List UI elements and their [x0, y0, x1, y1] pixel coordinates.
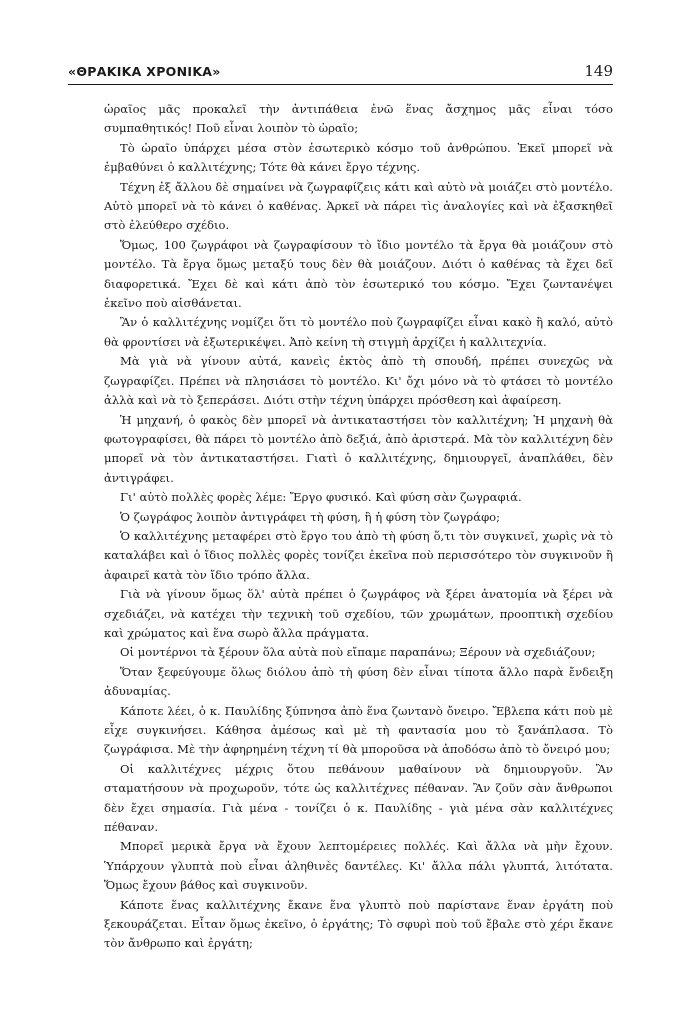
- paragraph: Οἱ μοντέρνοι τὰ ξέρουν ὅλα αὐτὰ ποὺ εἴπαμε παραπάνω; Ξέρουν νὰ σχεδιάζουν;: [120, 645, 596, 660]
- journal-title: «ΘΡΑΚΙΚΑ ΧΡΟΝΙΚΑ»: [68, 64, 221, 79]
- paragraph: Γι' αὐτὸ πολλὲς φορὲς λέμε: Ἔργο φυσικό. Καὶ φύση σὰν ζωγραφιά.: [120, 490, 522, 505]
- paragraph: Ἂν ὁ καλλιτέχνης νομίζει ὅτι τὸ μοντέλο ποὺ ζωγραφίζει εἶναι κακὸ ἢ καλό, αὐτὸ θὰ φροντίσει νὰ ἐξωτερικέψει. Ἀπὸ κείνη τὴ στιγμὴ ἀρχίζει ἡ καλλιτεχνία.: [104, 315, 613, 349]
- paragraph: Ὁ καλλιτέχνης μεταφέρει στὸ ἔργο του ἀπὸ τὴ φύση ὅ,τι τὸν συγκινεῖ, χωρὶς νὰ τὸ καταλάβει καὶ ὁ ἴδιος πολλὲς φορὲς τονίζει ἐκεῖνα ποὺ περισσότερο τὸν συγκινοῦν ἢ ἀφαιρεῖ κατὰ τὸν ἴδιο τρόπο ἄλλα.: [104, 528, 613, 582]
- paragraph: ὡραῖος μᾶς προκαλεῖ τὴν ἀντιπάθεια ἐνῶ ἕνας ἄσχημος μᾶς εἶναι τόσο συμπαθητικός! Ποῦ εἶναι λοιπὸν τὸ ὡραῖο;: [104, 102, 613, 136]
- paragraph: Μὰ γιὰ νὰ γίνουν αὐτά, κανεὶς ἐκτὸς ἀπὸ τὴ σπουδή, πρέπει συνεχῶς νὰ ζωγραφίζει. Πρέπει νὰ πλησιάσει τὸ μοντέλο. Κι' ὄχι μόνο νὰ τὸ φτάσει τὸ μοντέλο ἀλλὰ καὶ νὰ τὸ ξεπεράσει. Διότι στὴν τέχνη ὑπάρχει πρόσθεση καὶ ἀφαίρεση.: [104, 354, 613, 408]
- paragraph: Ὁ ζωγράφος λοιπὸν ἀντιγράφει τὴ φύση, ἢ ἡ φύση τὸν ζωγράφο;: [120, 509, 501, 524]
- paragraph: Τὸ ὡραῖο ὑπάρχει μέσα στὸν ἐσωτερικὸ κόσμο τοῦ ἀνθρώπου. Ἐκεῖ μπορεῖ νὰ ἐμβαθύνει ὁ καλλιτέχνης; Τότε θὰ κάνει ἔργο τέχνης.: [104, 140, 613, 175]
- paragraph: Μπορεῖ μερικὰ ἔργα νὰ ἔχουν λεπτομέρειες πολλές. Καὶ ἄλλα νὰ μὴν ἔχουν. Ὑπάρχουν γλυπτὰ ποὺ εἶναι ἀληθινὲς δαντέλες. Κι' ἄλλα πάλι γλυπτά, λιτότατα. Ὅμως ἔχουν βάθος καὶ συγκινοῦν.: [104, 839, 613, 893]
- paragraph: Οἱ καλλιτέχνες μέχρις ὅτου πεθάνουν μαθαίνουν νὰ δημιουργοῦν. Ἂν σταματήσουν νὰ προχωροῦν, τότε ὡς καλλιτέχνες πέθαναν. Ἂν ζοῦν σὰν ἄνθρωποι δὲν ἔχει σημασία. Γιὰ μένα - τονίζει ὁ κ. Παυλίδης - γιὰ μένα σὰν καλλιτέχνες πέθαναν.: [104, 761, 613, 835]
- paragraph: Γιὰ νὰ γίνουν ὅμως ὅλ' αὐτὰ πρέπει ὁ ζωγράφος νὰ ξέρει ἀνατομία νὰ ξέρει νὰ σχεδιάζει, νὰ κατέχει τὴν τεχνικὴ τοῦ σχεδίου, τῶν χρωμάτων, προοπτικὴ σχεδίου καὶ χρώματος καὶ ἕνα σωρὸ ἄλλα πράγματα.: [104, 587, 613, 640]
- page-number: 149: [584, 62, 613, 80]
- paragraph: Ὅμως, 100 ζωγράφοι νὰ ζωγραφίσουν τὸ ἴδιο μοντέλο τὰ ἔργα θὰ μοιάζουν στὸ μοντέλο. Τὰ ἔργα ὅμως μεταξύ τους δὲν θὰ μοιάζουν. Διότι ὁ καθένας τὰ ἔχει δεῖ διαφορετικά. Ἔχει δὲ καὶ κάτι ἀπὸ τὸν ἐσωτερικό του κόσμο. Ἔχει ζωντανέψει ἐκεῖνο ποὺ αἰσθάνεται.: [104, 237, 613, 311]
- paragraph: Κάποτε λέει, ὁ κ. Παυλίδης ξύπνησα ἀπὸ ἕνα ζωντανὸ ὄνειρο. Ἔβλεπα κάτι ποὺ μὲ εἶχε συγκινήσει. Κάθησα ἀμέσως καὶ μὲ τὴ φαντασία μου τὸ ξανάπλασα. Τὸ ζωγράφισα. Μὲ τὴν ἀφηρημένη τέχνη τί θὰ μποροῦσα νὰ ἀποδόσω ἀπὸ τὸ ὄνειρό μου;: [104, 703, 613, 757]
- paragraph: Ἡ μηχανή, ὁ φακὸς δὲν μπορεῖ νὰ ἀντικαταστήσει τὸν καλλιτέχνη; Ἡ μηχανὴ θὰ φωτογραφίσει, θὰ πάρει τὸ μοντέλο ἀπὸ δεξιά, ἀπὸ ἀριστερά. Μὰ τὸν καλλιτέχνη δὲν μπορεῖ νὰ τὸν ἀντικαταστήσει. Γιατὶ ὁ καλλιτέχνης, δημιουργεῖ, ἀναπλάθει, δὲν ἀντιγράφει.: [104, 412, 613, 485]
- paragraph: Κάποτε ἕνας καλλιτέχνης ἔκανε ἕνα γλυπτὸ ποὺ παρίστανε ἕναν ἐργάτη ποὺ ξεκουράζεται. Εἶταν ὅμως ἐκεῖνο, ὁ ἐργάτης; Τὸ σφυρὶ ποὺ τοῦ ἔβαλε στὸ χέρι ἔκανε τὸν ἄνθρωπο καὶ ἐργάτη;: [104, 897, 613, 951]
- article-body: [104, 100, 613, 954]
- running-header: [68, 58, 613, 85]
- paragraph: Τέχνη ἐξ ἄλλου δὲ σημαίνει νὰ ζωγραφίζεις κάτι καὶ αὐτὸ νὰ μοιάζει στὸ μοντέλο. Αὐτὸ μπορεῖ νὰ τὸ κάνει ὁ καθένας. Ἀρκεῖ νὰ πάρει τὶς ἀναλογίες καὶ νὰ ἐξασκηθεῖ στὸ ἐλεύθερο σχέδιο.: [104, 179, 613, 233]
- paragraph: Ὅταν ξεφεύγουμε ὅλως διόλου ἀπὸ τὴ φύση δὲν εἶναι τίποτα ἄλλο παρὰ ἔνδειξη ἀδυναμίας.: [104, 664, 613, 699]
